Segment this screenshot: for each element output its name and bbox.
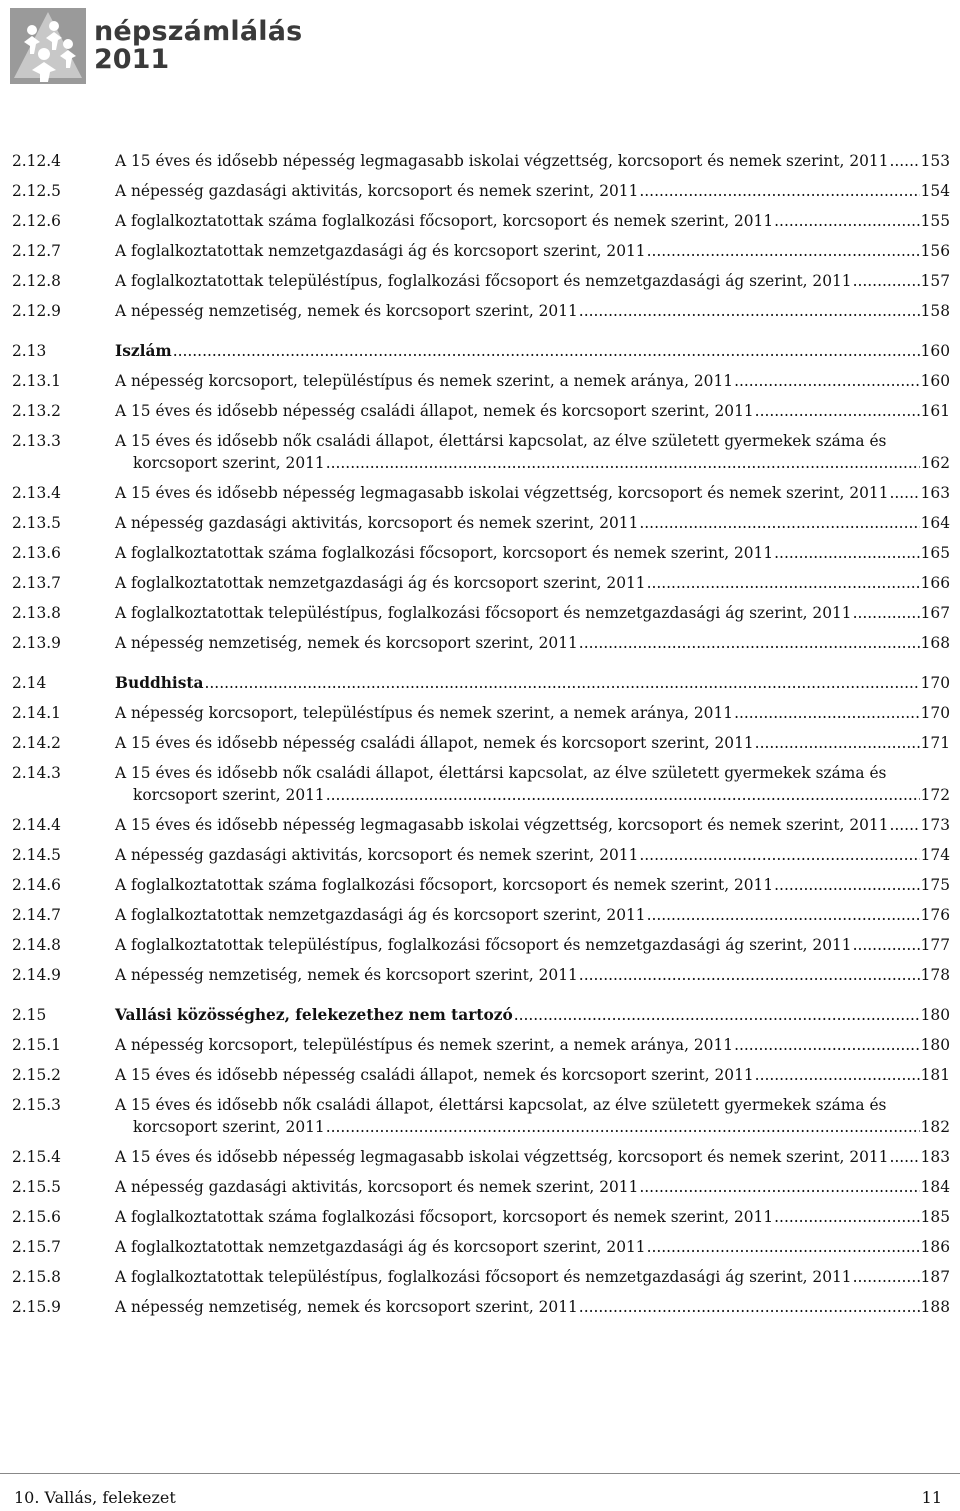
- toc-entry-title: A 15 éves és idősebb nők családi állapot, élettársi kapcsolat, az élve született gyermekek száma és: [115, 432, 887, 450]
- toc-entry[interactable]: [12, 270, 950, 292]
- toc-entry-number: 2.13.6: [12, 544, 61, 562]
- dot-leader: [734, 702, 920, 724]
- toc-page-number: 180: [920, 1036, 950, 1054]
- toc-page-number: 160: [920, 342, 950, 360]
- footer-chapter-title: 10. Vallás, felekezet: [14, 1488, 176, 1507]
- dot-leader: [647, 572, 920, 594]
- toc-entry-title: A foglalkoztatottak nemzetgazdasági ág és korcsoport szerint, 2011: [115, 242, 646, 260]
- toc-page-number: 180: [920, 1006, 950, 1024]
- toc-entry-number: 2.13.5: [12, 514, 61, 532]
- toc-entry-number: 2.13.7: [12, 574, 61, 592]
- logo-title: népszámlálás: [94, 15, 303, 47]
- toc-page-number: 183: [920, 1148, 950, 1166]
- toc-entry-title: A foglalkoztatottak száma foglalkozási főcsoport, korcsoport és nemek szerint, 2011: [115, 212, 774, 230]
- toc-entry[interactable]: [12, 400, 950, 422]
- toc-entry-title: A népesség nemzetiség, nemek és korcsoport szerint, 2011: [115, 1298, 578, 1316]
- dot-leader: [853, 602, 920, 624]
- toc-entry-title: A 15 éves és idősebb népesség családi állapot, nemek és korcsoport szerint, 2011: [115, 1066, 754, 1084]
- toc-entry-title: A foglalkoztatottak száma foglalkozási főcsoport, korcsoport és nemek szerint, 2011: [115, 1208, 774, 1226]
- toc-entry-number: 2.14.7: [12, 906, 61, 924]
- toc-entry[interactable]: [12, 1266, 950, 1288]
- toc-entry-number: 2.12.4: [12, 152, 61, 170]
- dot-leader: [890, 814, 920, 836]
- toc-page-number: 165: [920, 544, 950, 562]
- toc-section-heading[interactable]: [12, 672, 950, 694]
- toc-entry[interactable]: [12, 1176, 950, 1198]
- toc-entry-title: A foglalkoztatottak településtípus, foglalkozási főcsoport és nemzetgazdasági ág szerint, 2011: [115, 936, 852, 954]
- toc-page-number: 176: [920, 906, 950, 924]
- toc-entry-number: 2.13.3: [12, 432, 61, 450]
- toc-page-number: 178: [920, 966, 950, 984]
- toc-entry-title: A népesség gazdasági aktivitás, korcsoport és nemek szerint, 2011: [115, 182, 639, 200]
- toc-entry-title: A foglalkoztatottak nemzetgazdasági ág és korcsoport szerint, 2011: [115, 574, 646, 592]
- toc-section-title: Vallási közösséghez, felekezethez nem tartozó: [115, 1006, 513, 1024]
- toc-page-number: 175: [920, 876, 950, 894]
- footer-divider: [0, 1473, 960, 1474]
- dot-leader: [774, 542, 919, 564]
- toc-entry[interactable]: [12, 1296, 950, 1318]
- dot-leader: [579, 300, 920, 322]
- toc-page-number: 167: [920, 604, 950, 622]
- toc-entry[interactable]: [12, 430, 950, 474]
- toc-page-number: 170: [920, 704, 950, 722]
- dot-leader: [853, 934, 920, 956]
- toc-entry-number: 2.15.3: [12, 1096, 61, 1114]
- toc-page-number: 182: [920, 1118, 950, 1136]
- toc-entry-number: 2.13.9: [12, 634, 61, 652]
- dot-leader: [639, 844, 919, 866]
- toc-entry-title: A 15 éves és idősebb nők családi állapot, élettársi kapcsolat, az élve született gyermekek száma és: [115, 1096, 887, 1114]
- toc-entry-title: A népesség nemzetiség, nemek és korcsoport szerint, 2011: [115, 302, 578, 320]
- toc-entry[interactable]: [12, 964, 950, 986]
- toc-page-number: 157: [920, 272, 950, 290]
- toc-section-heading[interactable]: [12, 1004, 950, 1026]
- people-figures-logo-icon: [10, 8, 86, 84]
- logo-year: 2011: [94, 44, 170, 75]
- toc-entry[interactable]: [12, 210, 950, 232]
- toc-entry-number: 2.15.7: [12, 1238, 61, 1256]
- dot-leader: [205, 672, 920, 694]
- dot-leader: [734, 370, 920, 392]
- dot-leader: [755, 732, 920, 754]
- toc-entry[interactable]: [12, 934, 950, 956]
- toc-entry-number: 2.13: [12, 342, 47, 360]
- toc-page-number: 174: [920, 846, 950, 864]
- dot-leader: [579, 1296, 920, 1318]
- dot-leader: [755, 1064, 920, 1086]
- toc-page-number: 160: [920, 372, 950, 390]
- toc-entry-title: A foglalkoztatottak településtípus, foglalkozási főcsoport és nemzetgazdasági ág szerint, 2011: [115, 272, 852, 290]
- dot-leader: [173, 340, 920, 362]
- toc-entry-number: 2.12.6: [12, 212, 61, 230]
- toc-entry-number: 2.14.5: [12, 846, 61, 864]
- toc-entry-number: 2.14.2: [12, 734, 61, 752]
- toc-page-number: 187: [920, 1268, 950, 1286]
- toc-entry[interactable]: [12, 512, 950, 534]
- toc-page-number: 168: [920, 634, 950, 652]
- toc-entry-number: 2.14.3: [12, 764, 61, 782]
- dot-leader: [647, 1236, 920, 1258]
- dot-leader: [774, 210, 919, 232]
- toc-entry[interactable]: [12, 732, 950, 754]
- toc-entry-number: 2.15.6: [12, 1208, 61, 1226]
- toc-entry-title: A népesség korcsoport, településtípus és nemek szerint, a nemek aránya, 2011: [115, 704, 734, 722]
- dot-leader: [774, 874, 919, 896]
- toc-entry-number: 2.13.2: [12, 402, 61, 420]
- toc-page-number: 156: [920, 242, 950, 260]
- toc-entry-title: A foglalkoztatottak nemzetgazdasági ág és korcsoport szerint, 2011: [115, 1238, 646, 1256]
- toc-entry[interactable]: [12, 1034, 950, 1056]
- toc-entry-title: A népesség gazdasági aktivitás, korcsoport és nemek szerint, 2011: [115, 846, 639, 864]
- dot-leader: [890, 482, 920, 504]
- toc-entry-title-continued: korcsoport szerint, 2011: [133, 454, 325, 472]
- census-logo: [10, 6, 310, 86]
- toc-entry-title: A foglalkoztatottak száma foglalkozási főcsoport, korcsoport és nemek szerint, 2011: [115, 876, 774, 894]
- toc-entry[interactable]: [12, 1236, 950, 1258]
- toc-entry-title: A 15 éves és idősebb népesség legmagasabb iskolai végzettség, korcsoport és nemek szerint, 2011: [115, 1148, 889, 1166]
- toc-entry-number: 2.14.4: [12, 816, 61, 834]
- toc-page-number: 172: [920, 786, 950, 804]
- dot-leader: [647, 904, 920, 926]
- toc-entry-title-continued: korcsoport szerint, 2011: [133, 1118, 325, 1136]
- dot-leader: [326, 784, 920, 806]
- toc-entry-number: 2.15.5: [12, 1178, 61, 1196]
- toc-page-number: 188: [920, 1298, 950, 1316]
- toc-entry-number: 2.12.7: [12, 242, 61, 260]
- toc-entry-number: 2.15.2: [12, 1066, 61, 1084]
- dot-leader: [579, 632, 920, 654]
- toc-page-number: 163: [920, 484, 950, 502]
- dot-leader: [647, 240, 920, 262]
- toc-entry-title: A népesség korcsoport, településtípus és nemek szerint, a nemek aránya, 2011: [115, 1036, 734, 1054]
- toc-entry[interactable]: [12, 632, 950, 654]
- toc-entry[interactable]: [12, 300, 950, 322]
- dot-leader: [579, 964, 920, 986]
- toc-entry[interactable]: [12, 1206, 950, 1228]
- toc-page-number: 181: [920, 1066, 950, 1084]
- toc-entry-title: A népesség gazdasági aktivitás, korcsoport és nemek szerint, 2011: [115, 514, 639, 532]
- toc-page-number: 164: [920, 514, 950, 532]
- toc-entry-number: 2.15.4: [12, 1148, 61, 1166]
- toc-page-number: 170: [920, 674, 950, 692]
- toc-entry[interactable]: [12, 542, 950, 564]
- toc-entry-title: A népesség gazdasági aktivitás, korcsoport és nemek szerint, 2011: [115, 1178, 639, 1196]
- dot-leader: [326, 452, 920, 474]
- toc-page-number: 161: [920, 402, 950, 420]
- toc-entry-title: A 15 éves és idősebb népesség legmagasabb iskolai végzettség, korcsoport és nemek szerint, 2011: [115, 484, 889, 502]
- toc-entry[interactable]: [12, 180, 950, 202]
- toc-entry-number: 2.15.1: [12, 1036, 61, 1054]
- toc-page-number: 173: [920, 816, 950, 834]
- toc-entry[interactable]: [12, 904, 950, 926]
- toc-section-heading[interactable]: [12, 340, 950, 362]
- toc-entry[interactable]: [12, 874, 950, 896]
- toc-entry[interactable]: [12, 844, 950, 866]
- toc-page-number: 177: [920, 936, 950, 954]
- dot-leader: [734, 1034, 920, 1056]
- toc-entry[interactable]: [12, 572, 950, 594]
- toc-entry-number: 2.14: [12, 674, 47, 692]
- toc-entry[interactable]: [12, 1064, 950, 1086]
- toc-page-number: 184: [920, 1178, 950, 1196]
- toc-entry[interactable]: [12, 602, 950, 624]
- toc-entry-number: 2.12.5: [12, 182, 61, 200]
- toc-entry-title: A foglalkoztatottak száma foglalkozási főcsoport, korcsoport és nemek szerint, 2011: [115, 544, 774, 562]
- logo-text: [94, 15, 303, 75]
- toc-page-number: 162: [920, 454, 950, 472]
- toc-entry-number: 2.13.4: [12, 484, 61, 502]
- toc-section-title: Iszlám: [115, 342, 172, 360]
- toc-entry-title: A foglalkoztatottak nemzetgazdasági ág és korcsoport szerint, 2011: [115, 906, 646, 924]
- toc-entry[interactable]: [12, 150, 950, 172]
- toc-page-number: 155: [920, 212, 950, 230]
- toc-entry[interactable]: [12, 370, 950, 392]
- toc-entry-title: A 15 éves és idősebb népesség családi állapot, nemek és korcsoport szerint, 2011: [115, 734, 754, 752]
- toc-entry-title: A népesség nemzetiség, nemek és korcsoport szerint, 2011: [115, 634, 578, 652]
- toc-page-number: 153: [920, 152, 950, 170]
- toc-entry-title-continued: korcsoport szerint, 2011: [133, 786, 325, 804]
- toc-page-number: 186: [920, 1238, 950, 1256]
- dot-leader: [774, 1206, 919, 1228]
- dot-leader: [326, 1116, 920, 1138]
- toc-section-title: Buddhista: [115, 674, 204, 692]
- dot-leader: [639, 512, 919, 534]
- toc-entry-number: 2.15.8: [12, 1268, 61, 1286]
- dot-leader: [639, 180, 919, 202]
- toc-entry-title: A 15 éves és idősebb nők családi állapot, élettársi kapcsolat, az élve született gyermekek száma és: [115, 764, 887, 782]
- toc-entry-number: 2.14.8: [12, 936, 61, 954]
- toc-entry-number: 2.14.1: [12, 704, 61, 722]
- dot-leader: [890, 1146, 920, 1168]
- toc-entry-number: 2.15.9: [12, 1298, 61, 1316]
- toc-page-number: 154: [920, 182, 950, 200]
- dot-leader: [890, 150, 920, 172]
- toc-entry-number: 2.13.1: [12, 372, 61, 390]
- toc-page-number: 158: [920, 302, 950, 320]
- toc-entry[interactable]: [12, 240, 950, 262]
- toc-entry-number: 2.13.8: [12, 604, 61, 622]
- footer-page-number: 11: [921, 1488, 942, 1507]
- toc-entry[interactable]: [12, 762, 950, 806]
- dot-leader: [639, 1176, 919, 1198]
- toc-page-number: 166: [920, 574, 950, 592]
- toc-entry[interactable]: [12, 702, 950, 724]
- toc-entry-number: 2.12.8: [12, 272, 61, 290]
- dot-leader: [514, 1004, 920, 1026]
- dot-leader: [853, 1266, 920, 1288]
- toc-entry[interactable]: [12, 1146, 950, 1168]
- toc-entry-number: 2.15: [12, 1006, 47, 1024]
- toc-entry-title: A népesség nemzetiség, nemek és korcsoport szerint, 2011: [115, 966, 578, 984]
- toc-entry[interactable]: [12, 814, 950, 836]
- toc-page-number: 185: [920, 1208, 950, 1226]
- toc-entry[interactable]: [12, 482, 950, 504]
- toc-entry[interactable]: [12, 1094, 950, 1138]
- dot-leader: [755, 400, 920, 422]
- table-of-contents: [12, 150, 950, 1326]
- toc-entry-number: 2.14.6: [12, 876, 61, 894]
- toc-entry-title: A népesség korcsoport, településtípus és nemek szerint, a nemek aránya, 2011: [115, 372, 734, 390]
- toc-entry-title: A foglalkoztatottak településtípus, foglalkozási főcsoport és nemzetgazdasági ág szerint, 2011: [115, 1268, 852, 1286]
- toc-page-number: 171: [920, 734, 950, 752]
- toc-entry-number: 2.14.9: [12, 966, 61, 984]
- toc-entry-title: A foglalkoztatottak településtípus, foglalkozási főcsoport és nemzetgazdasági ág szerint, 2011: [115, 604, 852, 622]
- toc-entry-title: A 15 éves és idősebb népesség családi állapot, nemek és korcsoport szerint, 2011: [115, 402, 754, 420]
- toc-entry-title: A 15 éves és idősebb népesség legmagasabb iskolai végzettség, korcsoport és nemek szerint, 2011: [115, 816, 889, 834]
- dot-leader: [853, 270, 920, 292]
- toc-entry-title: A 15 éves és idősebb népesség legmagasabb iskolai végzettség, korcsoport és nemek szerint, 2011: [115, 152, 889, 170]
- toc-entry-number: 2.12.9: [12, 302, 61, 320]
